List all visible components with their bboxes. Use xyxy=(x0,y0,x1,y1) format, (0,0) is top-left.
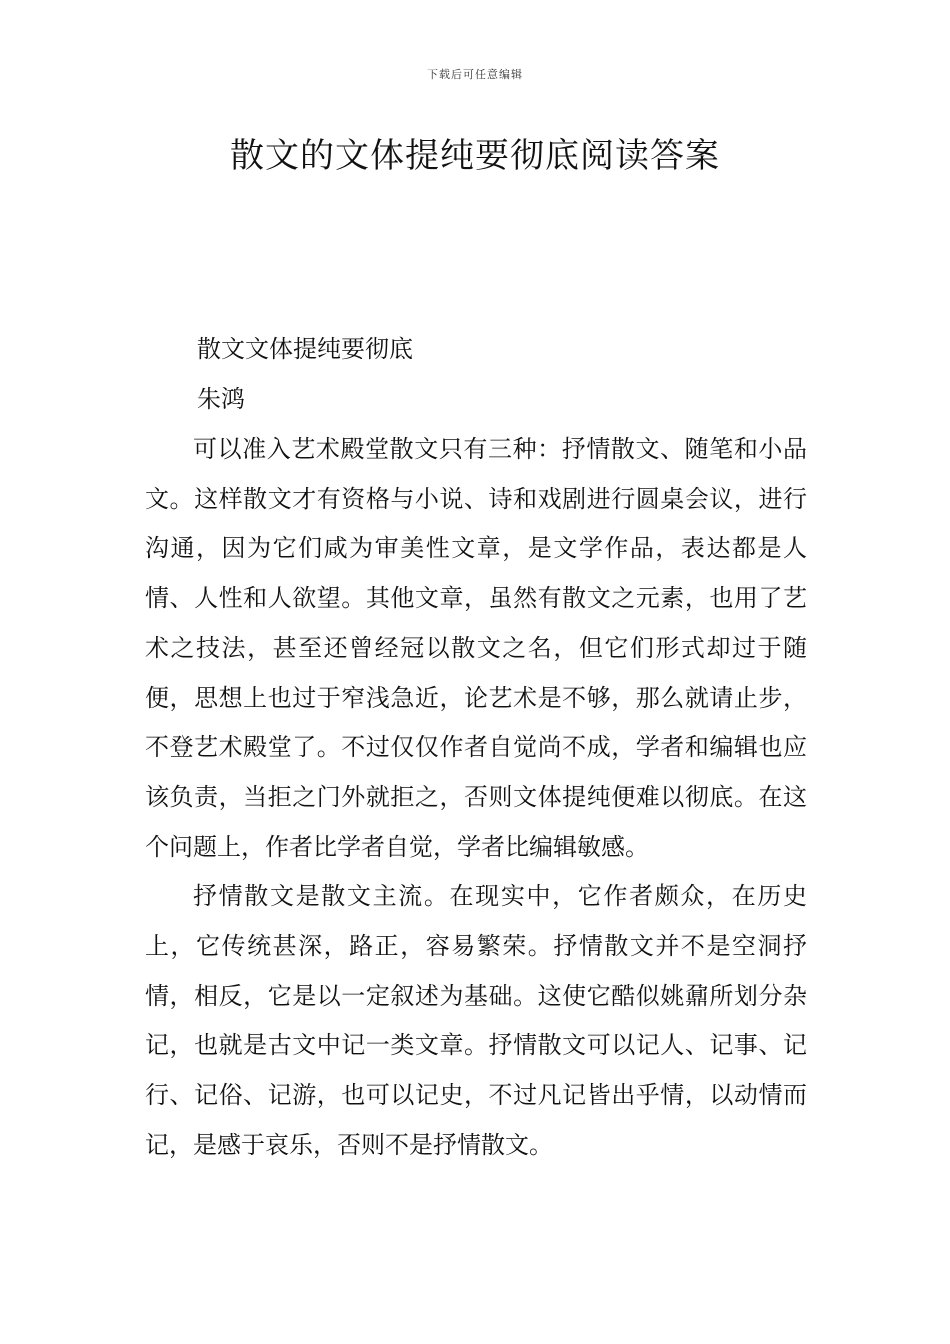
article-title: 散文文体提纯要彻底 xyxy=(197,335,413,363)
document-title: 散文的文体提纯要彻底阅读答案 xyxy=(230,136,720,176)
author-name: 朱鸿 xyxy=(197,385,245,413)
article-body xyxy=(145,425,807,1171)
header-note: 下载后可任意编辑 xyxy=(427,68,523,81)
paragraph: 可以准入艺术殿堂散文只有三种：抒情散文、随笔和小品文。这样散文才有资格与小说、诗和戏剧进行圆桌会议，进行沟通，因为它们咸为审美性文章，是文学作品，表达都是人情、人性和人欲望。其他文章，虽然有散文之元素，也用了艺术之技法，甚至还曾经冠以散文之名，但它们形式却过于随便，思想上也过于窄浅急近，论艺术是不够，那么就请止步，不登艺术殿堂了。不过仅仅作者自觉尚不成，学者和编辑也应该负责，当拒之门外就拒之，否则文体提纯便难以彻底。在这个问题上，作者比学者自觉，学者比编辑敏感。 xyxy=(145,435,807,861)
paragraph: 抒情散文是散文主流。在现实中，它作者颇众，在历史上，它传统甚深，路正，容易繁荣。抒情散文并不是空洞抒情，相反，它是以一定叙述为基础。这使它酷似姚鼐所划分杂记，也就是古文中记一类文章。抒情散文可以记人、记事、记行、记俗、记游，也可以记史，不过凡记皆出乎情，以动情而记，是感于哀乐，否则不是抒情散文。 xyxy=(145,882,807,1159)
